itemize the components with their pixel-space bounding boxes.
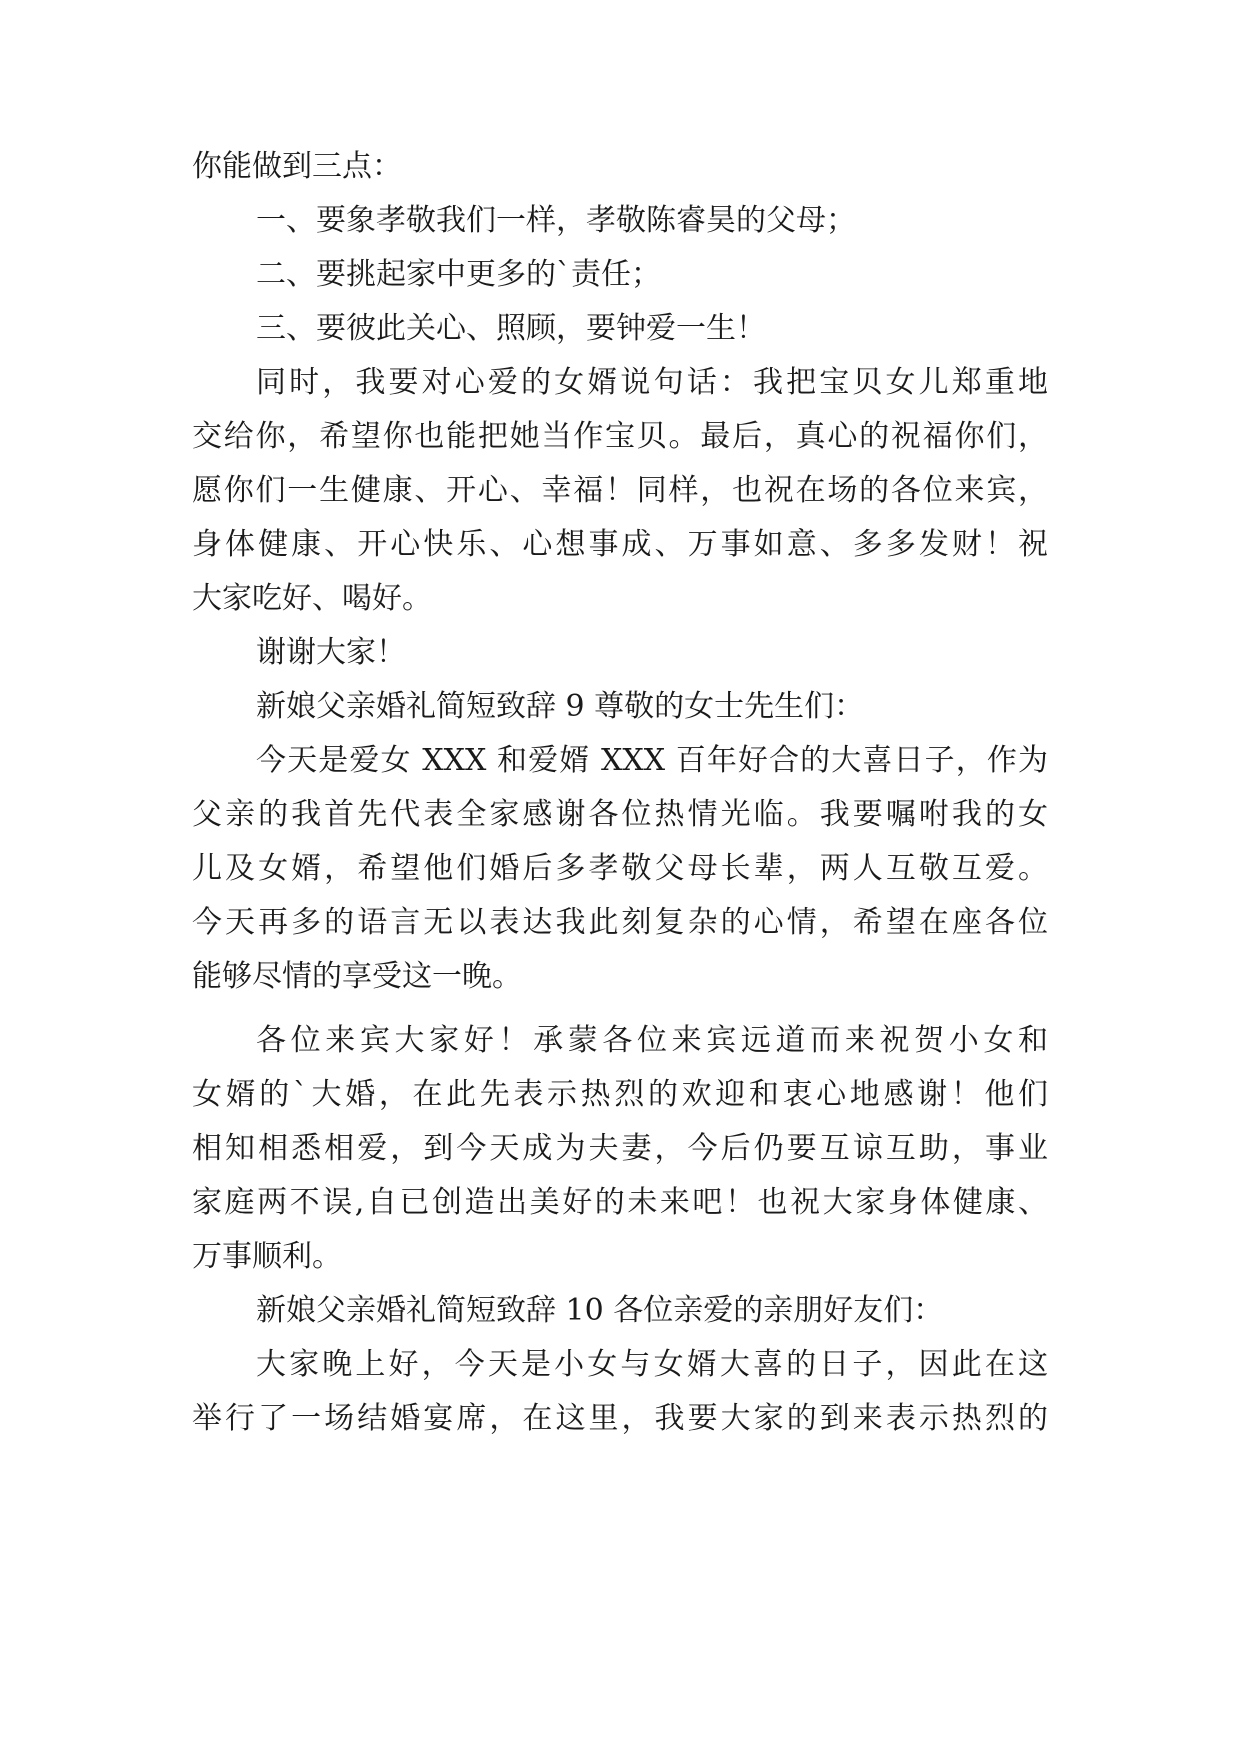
text-line: 一、要象孝敬我们一样，孝敬陈睿昊的父母； (256, 203, 856, 238)
text-line: 身体健康、开心快乐、心想事成、万事如意、多多发财！祝 (192, 527, 1048, 562)
text-line: 今天再多的语言无以表达我此刻复杂的心情，希望在座各位 (192, 905, 1048, 940)
text-line: 谢谢大家！ (256, 635, 406, 670)
section-heading: 新娘父亲婚礼简短致辞 10 各位亲爱的亲朋好友们： (256, 1293, 944, 1328)
text-line: 今天是爱女 XXX 和爱婿 XXX 百年好合的大喜日子，作为 (256, 743, 1048, 778)
text-line: 父亲的我首先代表全家感谢各位热情光临。我要嘱咐我的女 (192, 797, 1048, 832)
text-line: 愿你们一生健康、开心、幸福！同样，也祝在场的各位来宾， (192, 473, 1048, 508)
text-line: 举行了一场结婚宴席，在这里，我要大家的到来表示热烈的 (192, 1401, 1048, 1436)
text-line: 各位来宾大家好！承蒙各位来宾远道而来祝贺小女和 (256, 1023, 1048, 1058)
text-line: 大家吃好、喝好。 (192, 581, 432, 616)
text-line: 能够尽情的享受这一晚。 (192, 959, 522, 994)
text-line: 同时，我要对心爱的女婿说句话：我把宝贝女儿郑重地 (256, 365, 1048, 400)
text-line: 交给你，希望你也能把她当作宝贝。最后，真心的祝福你们， (192, 419, 1048, 454)
text-line: 二、要挑起家中更多的`责任； (256, 257, 661, 292)
text-line: 相知相悉相爱，到今天成为夫妻，今后仍要互谅互助，事业 (192, 1131, 1048, 1166)
text-line: 万事顺利。 (192, 1239, 342, 1274)
section-heading: 新娘父亲婚礼简短致辞 9 尊敬的女士先生们： (256, 689, 865, 724)
text-line: 家庭两不误,自已创造出美好的未来吧！也祝大家身体健康、 (192, 1185, 1048, 1220)
text-line: 大家晚上好，今天是小女与女婿大喜的日子，因此在这 (256, 1347, 1048, 1382)
text-line: 三、要彼此关心、照顾，要钟爱一生！ (256, 311, 766, 346)
text-line: 儿及女婿，希望他们婚后多孝敬父母长辈，两人互敬互爱。 (192, 851, 1048, 886)
text-line: 女婿的`大婚，在此先表示热烈的欢迎和衷心地感谢！他们 (192, 1077, 1048, 1112)
text-line: 你能做到三点： (192, 149, 402, 184)
